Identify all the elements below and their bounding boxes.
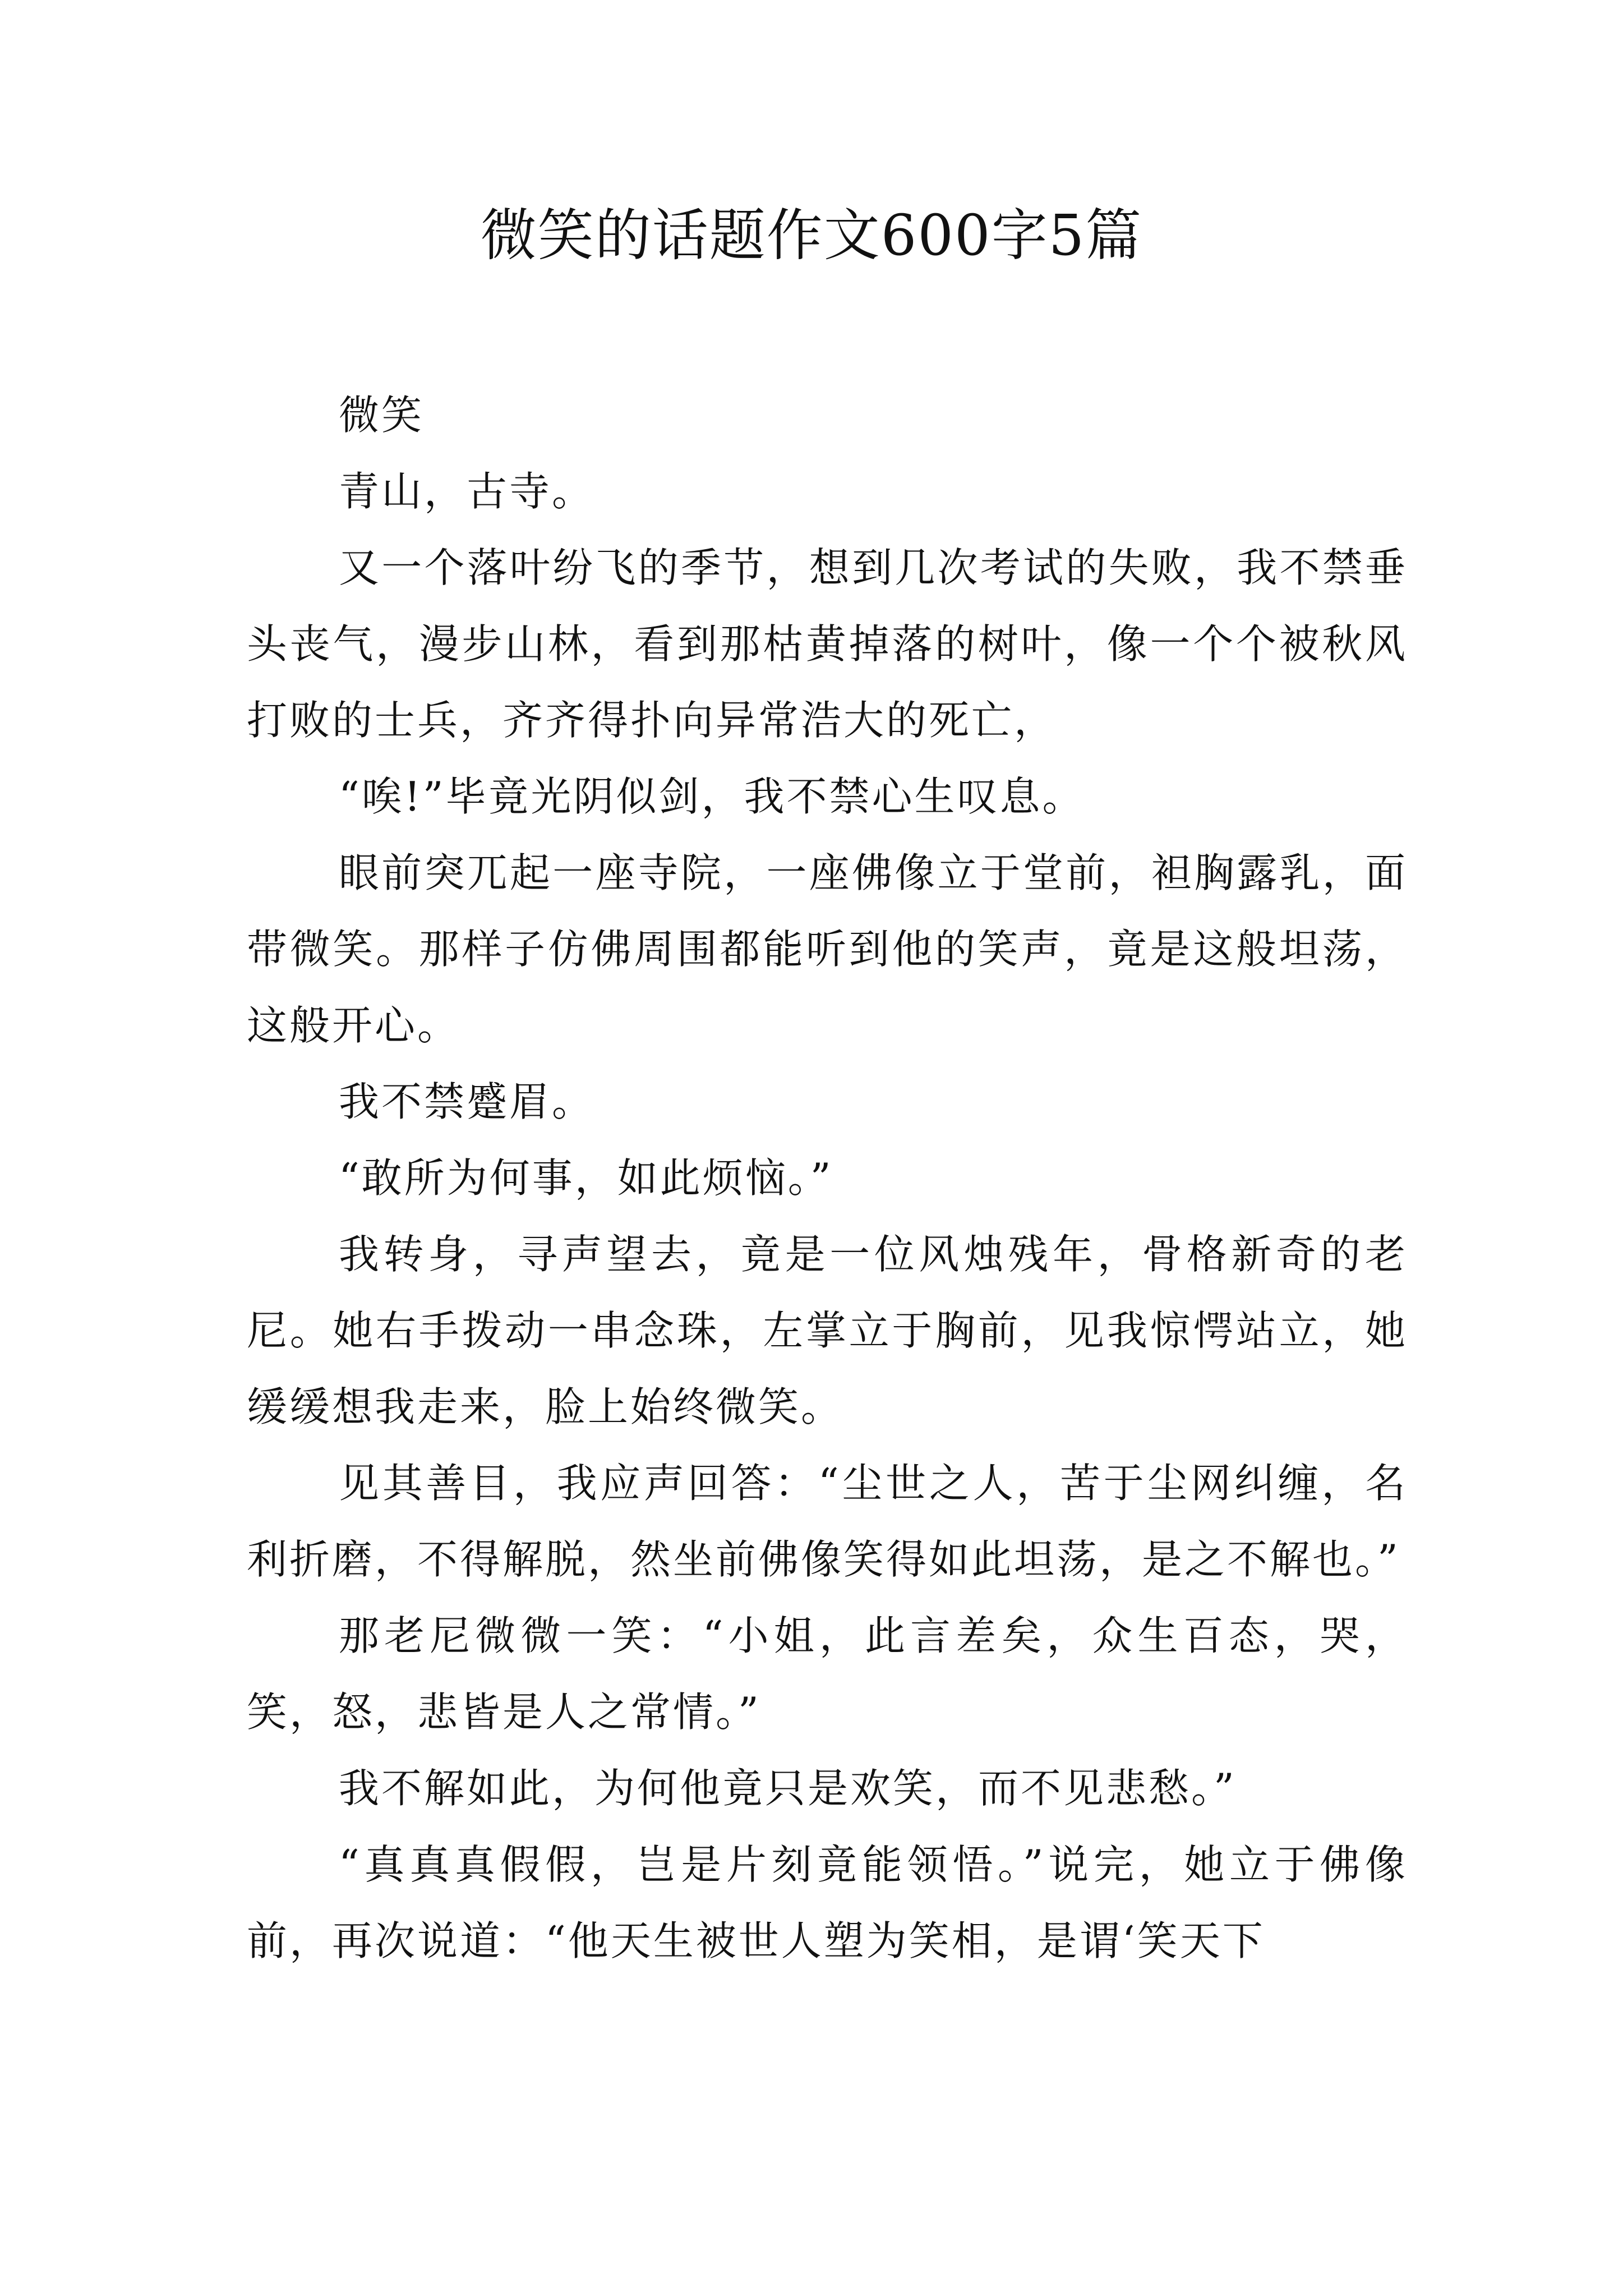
document-title: 微笑的话题作文600字5篇 bbox=[480, 203, 1143, 268]
paragraph: “唉!”毕竟光阴似剑，我不禁心生叹息。 bbox=[339, 773, 1085, 820]
paragraph: “真真真假假，岂是片刻竟能领悟。”说完，她立于佛像前，再次说道：“他天生被世人塑为笑相，是谓‘笑天下 bbox=[247, 1841, 1408, 1964]
paragraph: 青山，古寺。 bbox=[339, 468, 595, 515]
paragraph: 又一个落叶纷飞的季节，想到几次考试的失败，我不禁垂头丧气，漫步山林，看到那枯黄掉落的树叶，像一个个被秋风打败的士兵，齐齐得扑向异常浩大的死亡， bbox=[247, 544, 1408, 744]
paragraph: 眼前突兀起一座寺院，一座佛像立于堂前，袒胸露乳，面带微笑。那样子仿佛周围都能听到他的笑声，竟是这般坦荡，这般开心。 bbox=[247, 849, 1408, 1049]
paragraph: 见其善目，我应声回答：“尘世之人，苦于尘网纠缠，名利折磨，不得解脱，然坐前佛像笑得如此坦荡，是之不解也。” bbox=[247, 1460, 1408, 1583]
paragraph: 微笑 bbox=[339, 392, 425, 439]
document-body bbox=[247, 377, 1408, 1979]
paragraph: 我转身，寻声望去，竟是一位风烛残年，骨格新奇的老尼。她右手拨动一串念珠，左掌立于胸前，见我惊愕站立，她缓缓想我走来，脸上始终微笑。 bbox=[247, 1231, 1408, 1430]
paragraph: 我不禁蹙眉。 bbox=[339, 1078, 595, 1125]
paragraph: 那老尼微微一笑：“小姐，此言差矣，众生百态，哭，笑，怒，悲皆是人之常情。” bbox=[247, 1612, 1408, 1736]
paragraph: “敢所为何事，如此烦恼。” bbox=[339, 1154, 833, 1202]
paragraph: 我不解如此，为何他竟只是欢笑，而不见悲愁。” bbox=[339, 1765, 1237, 1812]
